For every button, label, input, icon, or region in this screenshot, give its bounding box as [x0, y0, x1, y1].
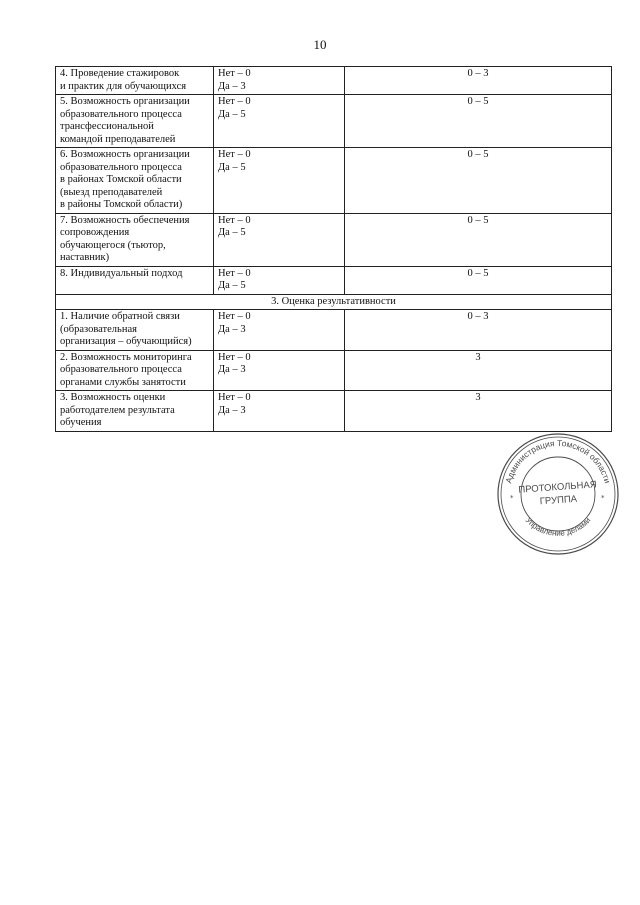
criterion-options: Нет – 0 Да – 5: [214, 95, 345, 148]
stamp-outer-text: Администрация Томской области: [503, 437, 613, 485]
criterion-name: 1. Наличие обратной связи (образовательная организация – обучающийся): [56, 310, 214, 351]
criterion-name: 3. Возможность оценки работодателем результата обучения: [56, 391, 214, 432]
table-row: [56, 67, 612, 95]
criterion-options: Нет – 0 Да – 5: [214, 213, 345, 266]
stamp-bottom-text: Управление делами: [523, 515, 593, 538]
stamp-center-line2: ГРУППА: [539, 493, 578, 508]
table-row: [56, 350, 612, 391]
criterion-name: 6. Возможность организации образовательного процесса в районах Томской области (выезд преподавателей в районы Томской области): [56, 148, 214, 214]
criterion-name: 7. Возможность обеспечения сопровождения обучающегося (тьютор, наставник): [56, 213, 214, 266]
criterion-score: 3: [345, 391, 612, 432]
criterion-score: 0 – 5: [345, 213, 612, 266]
table-row: [56, 95, 612, 148]
criterion-options: Нет – 0 Да – 5: [214, 148, 345, 214]
criterion-name: 8. Индивидуальный подход: [56, 266, 214, 294]
stamp-star-left: *: [510, 494, 514, 502]
criterion-score: 0 – 3: [345, 67, 612, 95]
stamp-star-right: *: [601, 494, 605, 502]
page-number: 10: [313, 37, 327, 52]
criteria-table: [55, 66, 612, 432]
table-row: [56, 148, 612, 214]
table-row: [56, 391, 612, 432]
criterion-name: 5. Возможность организации образовательного процесса трансфессиональной командой преподавателей: [56, 95, 214, 148]
table-row: [56, 213, 612, 266]
official-stamp: [496, 432, 620, 556]
section-row: [56, 294, 612, 310]
criterion-score: 0 – 5: [345, 95, 612, 148]
criterion-score: 0 – 5: [345, 266, 612, 294]
criterion-options: Нет – 0 Да – 3: [214, 391, 345, 432]
criterion-score: 0 – 5: [345, 148, 612, 214]
stamp-center-line1: ПРОТОКОЛЬНАЯ: [518, 479, 598, 496]
criterion-options: Нет – 0 Да – 3: [214, 67, 345, 95]
table-row: [56, 310, 612, 351]
section-title: 3. Оценка результативности: [56, 294, 612, 310]
criterion-name: 2. Возможность мониторинга образовательного процесса органами службы занятости: [56, 350, 214, 391]
criterion-score: 0 – 3: [345, 310, 612, 351]
criterion-options: Нет – 0 Да – 5: [214, 266, 345, 294]
criterion-options: Нет – 0 Да – 3: [214, 350, 345, 391]
table-row: [56, 266, 612, 294]
criterion-options: Нет – 0 Да – 3: [214, 310, 345, 351]
criterion-score: 3: [345, 350, 612, 391]
criterion-name: 4. Проведение стажировок и практик для обучающихся: [56, 67, 214, 95]
